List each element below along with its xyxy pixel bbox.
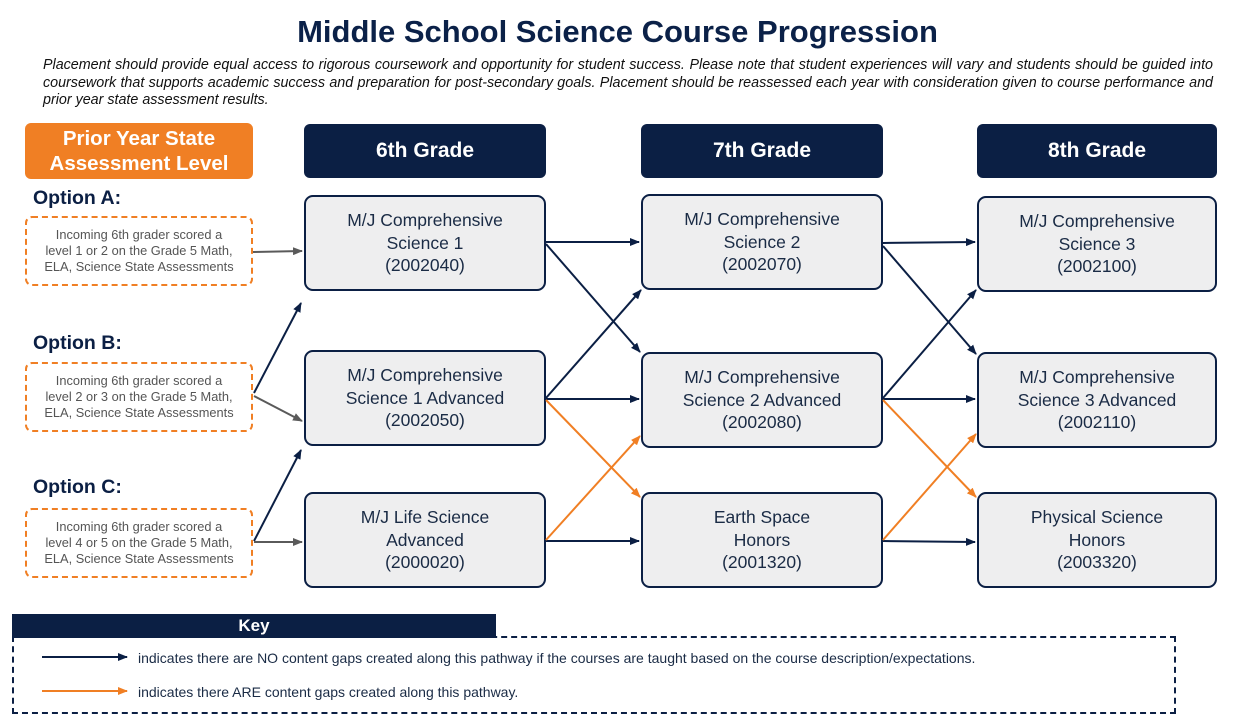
- key-box: [12, 636, 1176, 714]
- course-line2: Science 1 Advanced: [345, 387, 505, 408]
- course-line1: Physical Science: [1030, 507, 1164, 528]
- assessment-level-header: Prior Year State Assessment Level: [25, 123, 253, 179]
- arrow-a-to-2002040: [253, 251, 302, 252]
- course-line1: M/J Comprehensive: [684, 367, 840, 388]
- course-code: (2002050): [385, 410, 465, 431]
- arrow-b-to-2002050: [254, 396, 302, 421]
- option-a-label: Option A:: [33, 187, 122, 209]
- page-title: Middle School Science Course Progression: [297, 14, 938, 49]
- arrow-c-to-2002050: [254, 450, 301, 541]
- grade-8-header: 8th Grade: [977, 124, 1217, 178]
- arrow-2002040-to-2002080: [546, 244, 640, 352]
- key-gap-text: indicates there ARE content gaps created along this pathway.: [138, 684, 519, 700]
- course-line2: Science 3: [1058, 233, 1136, 254]
- course-code: (2002110): [1057, 412, 1137, 433]
- course-line1: M/J Comprehensive: [347, 210, 503, 231]
- grade-7-header: 7th Grade: [641, 124, 883, 178]
- course-line2: Advanced: [386, 529, 464, 550]
- course-code: (2000020): [385, 552, 465, 573]
- arrow-2002070-to-2002110: [883, 246, 976, 354]
- course-line2: Science 2: [723, 231, 801, 252]
- intro-text: Placement should provide equal access to rigorous coursework and opportunity for student success. Please note that student experiences will vary and students should be guided into coursework that supports academic success and preparation for post-secondary goals. Placement should be reassessed each year with consideration given to course performance and prior year state assessment results.: [43, 57, 1213, 108]
- course-line2: Honors: [733, 529, 791, 550]
- course-code: (2002080): [722, 412, 802, 433]
- course-line1: M/J Comprehensive: [347, 365, 503, 386]
- key-no-gap-text: indicates there are NO content gaps created along this pathway if the courses are taught based on the course description/expectations.: [138, 650, 976, 666]
- course-code: (2003320): [1057, 552, 1137, 573]
- course-line1: M/J Life Science: [360, 507, 490, 528]
- option-b-text: Incoming 6th grader scored a level 2 or 3 on the Grade 5 Math, ELA, Science State Assessments: [44, 372, 234, 421]
- course-code: (2001320): [722, 552, 802, 573]
- option-b-label: Option B:: [33, 332, 122, 354]
- course-line1: Earth Space: [713, 507, 811, 528]
- arrow-b-to-2002040: [254, 303, 301, 393]
- course-line2: Science 1: [386, 232, 464, 253]
- arrow-2002050-to-2001320: [546, 400, 640, 497]
- arrow-2002070-to-2002100: [883, 242, 975, 243]
- key-header: Key: [12, 614, 496, 638]
- course-line1: M/J Comprehensive: [684, 209, 840, 230]
- course-line2: Science 2 Advanced: [682, 389, 842, 410]
- course-line1: M/J Comprehensive: [1019, 211, 1175, 232]
- course-code: (2002100): [1057, 256, 1137, 277]
- arrow-2002050-to-2002070: [546, 290, 641, 398]
- course-line2: Honors: [1068, 529, 1126, 550]
- arrow-2001320-to-2003320: [883, 541, 975, 542]
- option-c-text: Incoming 6th grader scored a level 4 or 5 on the Grade 5 Math, ELA, Science State Assessments: [44, 518, 234, 567]
- course-code: (2002040): [385, 255, 465, 276]
- option-c-label: Option C:: [33, 476, 122, 498]
- course-code: (2002070): [722, 254, 802, 275]
- course-line1: M/J Comprehensive: [1019, 367, 1175, 388]
- grade-6-header: 6th Grade: [304, 124, 546, 178]
- arrow-2000020-to-2002080: [546, 436, 640, 540]
- option-a-text: Incoming 6th grader scored a level 1 or 2 on the Grade 5 Math, ELA, Science State Assessments: [44, 226, 234, 275]
- arrow-2002080-to-2002100: [883, 290, 976, 398]
- course-line2: Science 3 Advanced: [1017, 389, 1177, 410]
